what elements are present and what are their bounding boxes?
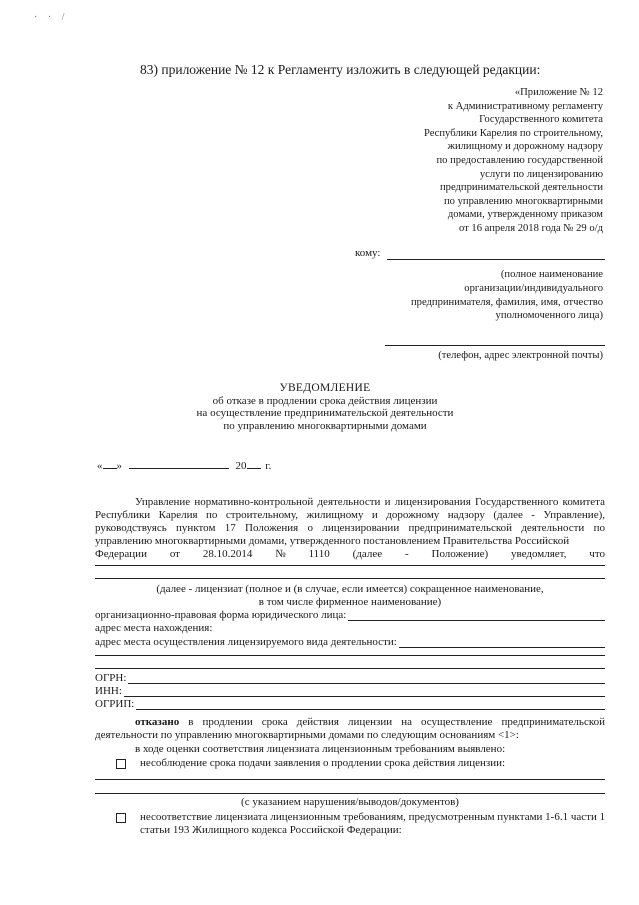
inn-field[interactable] bbox=[124, 686, 605, 697]
section-heading: 83) приложение № 12 к Регламенту изложить в следующей редакции: bbox=[140, 62, 541, 77]
option-deadline-row bbox=[116, 757, 606, 770]
recipient-note bbox=[343, 268, 603, 323]
requirements-checkbox[interactable] bbox=[116, 813, 126, 823]
body-word: Федерации bbox=[95, 548, 147, 560]
licensee-name-field-2[interactable] bbox=[95, 578, 605, 579]
activity-address-field-2[interactable] bbox=[95, 655, 605, 656]
date-open-quote: « bbox=[97, 460, 103, 472]
appendix-line: «Приложение № 12 bbox=[514, 87, 603, 98]
activity-address-row bbox=[95, 636, 605, 648]
assessment-line: в ходе оценки соответствия лицензиата лицензионным требованиям выявлено: bbox=[135, 743, 506, 755]
appendix-block bbox=[353, 86, 603, 236]
scan-specks: · · / bbox=[34, 12, 69, 23]
ogrip-row bbox=[95, 698, 605, 710]
body-word: № bbox=[275, 548, 286, 560]
address-label: адрес места нахождения: bbox=[95, 622, 213, 634]
appendix-line: от 16 апреля 2018 года № 29 о/д bbox=[459, 222, 603, 234]
recipient-field[interactable] bbox=[387, 259, 605, 260]
recipient-note-line: предпринимателя, фамилия, имя, отчество bbox=[411, 296, 603, 308]
ogrn-field[interactable] bbox=[128, 673, 605, 684]
appendix-line: предпринимательской деятельности bbox=[440, 182, 603, 194]
contact-field[interactable] bbox=[385, 345, 605, 346]
date-year-field[interactable] bbox=[247, 458, 261, 469]
refusal-text: в продлении срока действия лицензии на осуществление предпринимательской деятельности по управлению многоквартирными домами по следующим основаниям <1>: bbox=[95, 716, 605, 741]
date-row bbox=[97, 458, 271, 472]
legal-form-row bbox=[95, 609, 605, 621]
legal-form-field[interactable] bbox=[348, 610, 605, 621]
appendix-line: услуги по лицензированию bbox=[479, 168, 603, 180]
recipient-note-line: (полное наименование bbox=[500, 269, 603, 280]
ogrip-label: ОГРИП: bbox=[95, 698, 135, 710]
date-month-field[interactable] bbox=[129, 458, 229, 469]
notice-title-block bbox=[160, 382, 490, 432]
inn-label: ИНН: bbox=[95, 685, 122, 697]
appendix-line: Государственного комитета bbox=[479, 114, 603, 126]
date-day-field[interactable] bbox=[103, 458, 117, 469]
violation-note: (с указанием нарушения/выводов/документов) bbox=[241, 796, 459, 808]
activity-address-label: адрес места осуществления лицензируемого вида деятельности: bbox=[95, 636, 397, 648]
deadline-checkbox[interactable] bbox=[116, 759, 126, 769]
refusal-bold-word: отказано bbox=[135, 716, 180, 728]
body-last-line bbox=[95, 548, 605, 560]
contact-note: (телефон, адрес электронной почты) bbox=[438, 350, 603, 361]
date-year-prefix: 20 bbox=[235, 460, 247, 472]
date-close-quote: » bbox=[116, 460, 122, 472]
body-word: - bbox=[404, 548, 409, 560]
ogrn-label: ОГРН: bbox=[95, 672, 127, 684]
licensee-note-line: в том числе фирменное наименование) bbox=[258, 596, 442, 608]
body-word: что bbox=[589, 548, 605, 560]
ogrip-field[interactable] bbox=[136, 699, 605, 710]
recipient-note-line: организации/индивидуального bbox=[464, 282, 603, 294]
address-row bbox=[95, 622, 605, 634]
option-requirements-label: несоответствие лицензиата лицензионным требованиям, предусмотренным пунктами 1-6.1 части 1 статьи 193 Жилищного кодекса Российской Федерации: bbox=[140, 811, 606, 836]
body-paragraph: Управление нормативно-контрольной деятельности и лицензирования Государственного комитета Республики Карелия по строительному, жилищному и дорожному надзору (далее - Управление), руководствуясь пунктом 17 Положения о лицензировании предпринимательской деятельности по управлению многоквартирными домами, утвержденного постановлением Правительства Российской bbox=[95, 496, 605, 547]
legal-form-label: организационно-правовая форма юридического лица: bbox=[95, 609, 347, 621]
option-deadline-label: несоблюдение срока подачи заявления о продлении срока действия лицензии: bbox=[140, 757, 506, 769]
body-word: 1110 bbox=[308, 548, 330, 560]
recipient-note-line: уполномоченного лица) bbox=[495, 310, 603, 322]
notice-subtitle-line: по управлению многоквартирными домами bbox=[223, 419, 427, 432]
activity-address-field[interactable] bbox=[399, 637, 605, 648]
notice-title: УВЕДОМЛЕНИЕ bbox=[279, 382, 371, 394]
violation-field-2[interactable] bbox=[95, 793, 605, 794]
body-word: (далее bbox=[352, 548, 383, 560]
body-word: от bbox=[169, 548, 180, 560]
body-word: уведомляет, bbox=[511, 548, 567, 560]
recipient-row bbox=[355, 247, 605, 263]
option-requirements-row bbox=[116, 811, 606, 837]
recipient-label: кому: bbox=[355, 247, 381, 259]
date-year-suffix: г. bbox=[265, 460, 272, 472]
body-word: 28.10.2014 bbox=[202, 548, 253, 560]
refusal-paragraph bbox=[95, 716, 605, 742]
activity-address-field-3[interactable] bbox=[95, 668, 605, 669]
appendix-line: по предоставлению государственной bbox=[436, 154, 603, 166]
licensee-note-line: (далее - лицензиат (полное и (в случае, если имеется) сокращенное наименование, bbox=[156, 583, 544, 595]
appendix-line: Республики Карелия по строительному, bbox=[423, 127, 603, 139]
inn-row bbox=[95, 685, 605, 697]
appendix-line: к Административному регламенту bbox=[447, 100, 603, 112]
appendix-line: по управлению многоквартирными bbox=[443, 195, 603, 207]
appendix-line: жилищному и дорожному надзору bbox=[447, 141, 603, 153]
notice-subtitle-line: на осуществление предпринимательской деятельности bbox=[196, 407, 454, 420]
licensee-note bbox=[95, 583, 605, 609]
notice-subtitle-line: об отказе в продлении срока действия лицензии bbox=[212, 394, 438, 407]
body-word: Положение) bbox=[431, 548, 489, 560]
appendix-line: домами, утвержденному приказом bbox=[447, 209, 603, 221]
violation-field[interactable] bbox=[95, 779, 605, 780]
ogrn-row bbox=[95, 672, 605, 684]
licensee-name-field[interactable] bbox=[95, 565, 605, 566]
